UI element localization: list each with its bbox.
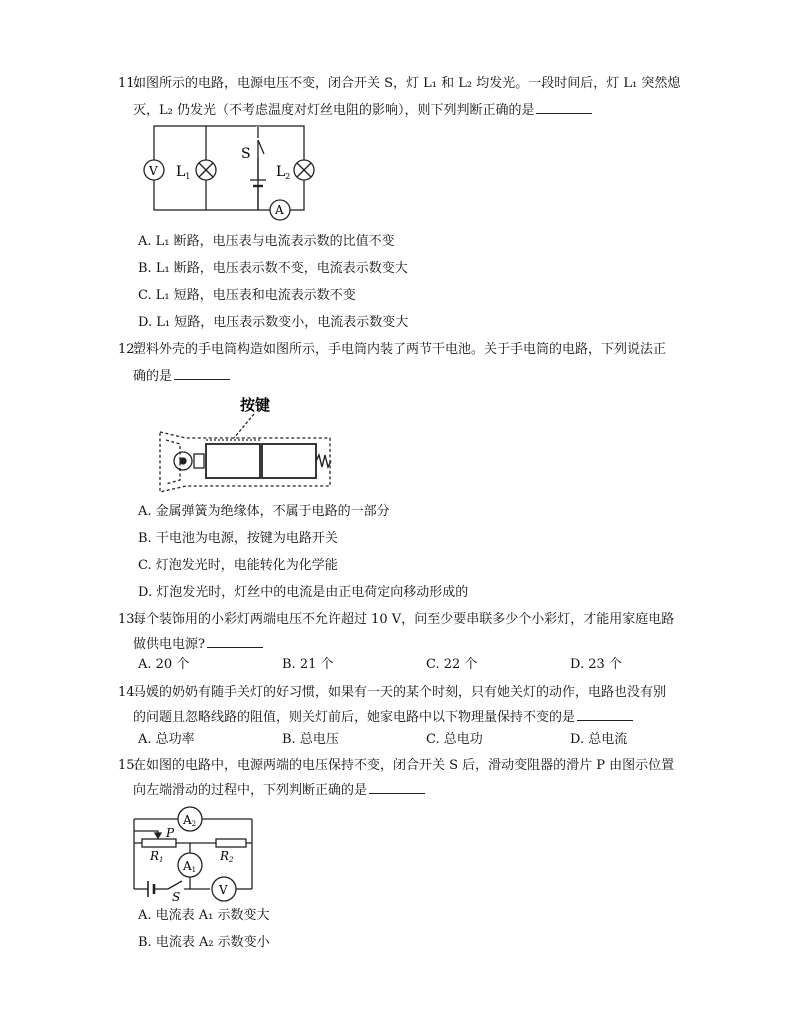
q12-number: 12. [118, 342, 139, 357]
answer-blank[interactable] [577, 708, 633, 721]
q11-circuit-diagram [140, 122, 320, 217]
ammeter-label: A [275, 203, 284, 217]
q12-option-d[interactable]: D. 灯泡发光时，灯丝中的电流是由正电荷定向移动形成的 [138, 585, 469, 600]
q14-option-d[interactable]: D. 总电流 [570, 732, 628, 747]
q11-option-c[interactable]: C. L₁ 短路，电压表和电流表示数不变 [138, 288, 356, 303]
q11-option-d[interactable]: D. L₁ 短路，电压表示数变小，电流表示数变大 [138, 315, 409, 330]
q13-option-d[interactable]: D. 23 个 [570, 657, 622, 672]
q14-option-c[interactable]: C. 总电功 [426, 732, 483, 747]
voltmeter-label: V [149, 164, 158, 178]
ammeter-a2-label: A2 [183, 813, 197, 828]
q15-stem-text: 向左端滑动的过程中，下列判断正确的是 [133, 783, 368, 798]
q12-stem-text: 确的是 [133, 369, 173, 384]
q13-stem-line2 [133, 635, 263, 654]
q14-stem-line1: 马媛的奶奶有随手关灯的好习惯，如果有一天的某个时刻，只有她关灯的动作，电路也没有别 [133, 685, 667, 700]
q11-number: 11. [118, 76, 139, 91]
ammeter-a1-label: A1 [183, 859, 197, 874]
switch-s-label: S [241, 146, 251, 162]
button-label: 按键 [240, 396, 271, 414]
q11-stem-line1: 如图所示的电路，电源电压不变，闭合开关 S，灯 L₁ 和 L₂ 均发光。一段时间后，灯 L₁ 突然熄 [133, 76, 681, 91]
q14-stem-line2 [133, 708, 633, 727]
q12-option-c[interactable]: C. 灯泡发光时，电能转化为化学能 [138, 558, 338, 573]
q13-stem-line1: 每个装饰用的小彩灯两端电压不允许超过 10 V，问至少要串联多少个小彩灯，才能用家庭电路 [133, 612, 675, 627]
q13-option-c[interactable]: C. 22 个 [426, 657, 478, 672]
q15-option-b[interactable]: B. 电流表 A₂ 示数变小 [138, 935, 270, 950]
answer-blank[interactable] [369, 781, 425, 794]
q15-stem-line2 [133, 781, 425, 800]
q14-stem-text: 的问题且忽略线路的阻值，则关灯前后，她家电路中以下物理量保持不变的是 [133, 710, 576, 725]
answer-blank[interactable] [536, 101, 592, 114]
q13-option-a[interactable]: A. 20 个 [138, 657, 190, 672]
q15-circuit-diagram [128, 803, 258, 903]
q13-stem-text: 做供电电源? [133, 637, 205, 652]
q14-option-b[interactable]: B. 总电压 [282, 732, 339, 747]
q15-number: 15. [118, 758, 139, 773]
q12-option-a[interactable]: A. 金属弹簧为绝缘体，不属于电路的一部分 [138, 504, 390, 519]
voltmeter-label: V [219, 883, 228, 897]
q13-option-b[interactable]: B. 21 个 [282, 657, 334, 672]
resistor-r1-label: R1 [150, 849, 164, 864]
q11-option-b[interactable]: B. L₁ 断路，电压表示数不变，电流表示数变大 [138, 261, 408, 276]
slider-p-label: P [166, 826, 175, 840]
q13-number: 13. [118, 612, 139, 627]
answer-blank[interactable] [207, 635, 263, 648]
q15-stem-line1: 在如图的电路中，电源两端的电压保持不变，闭合开关 S 后，滑动变阻器的滑片 P 由图示位置 [133, 758, 675, 773]
lamp-l2-label: $L_2$ [276, 164, 291, 181]
q14-option-a[interactable]: A. 总功率 [138, 732, 195, 747]
q11-stem-text: 灭，L₂ 仍发光（不考虑温度对灯丝电阻的影响），则下列判断正确的是 [133, 103, 535, 118]
lamp-l1-label: $L_1$ [176, 164, 191, 181]
q12-stem-line1: 塑料外壳的手电筒构造如图所示，手电筒内装了两节干电池。关于手电筒的电路，下列说法正 [133, 342, 667, 357]
q12-flashlight-diagram [150, 394, 340, 494]
q11-stem-line2 [133, 101, 592, 120]
switch-s-label: S [172, 890, 181, 904]
q15-option-a[interactable]: A. 电流表 A₁ 示数变大 [138, 908, 270, 923]
q12-option-b[interactable]: B. 干电池为电源，按键为电路开关 [138, 531, 338, 546]
resistor-r2-label: R2 [220, 849, 234, 864]
answer-blank[interactable] [174, 367, 230, 380]
q14-number: 14. [118, 685, 139, 700]
q11-option-a[interactable]: A. L₁ 断路，电压表与电流表示数的比值不变 [138, 234, 395, 249]
q12-stem-line2 [133, 367, 230, 386]
